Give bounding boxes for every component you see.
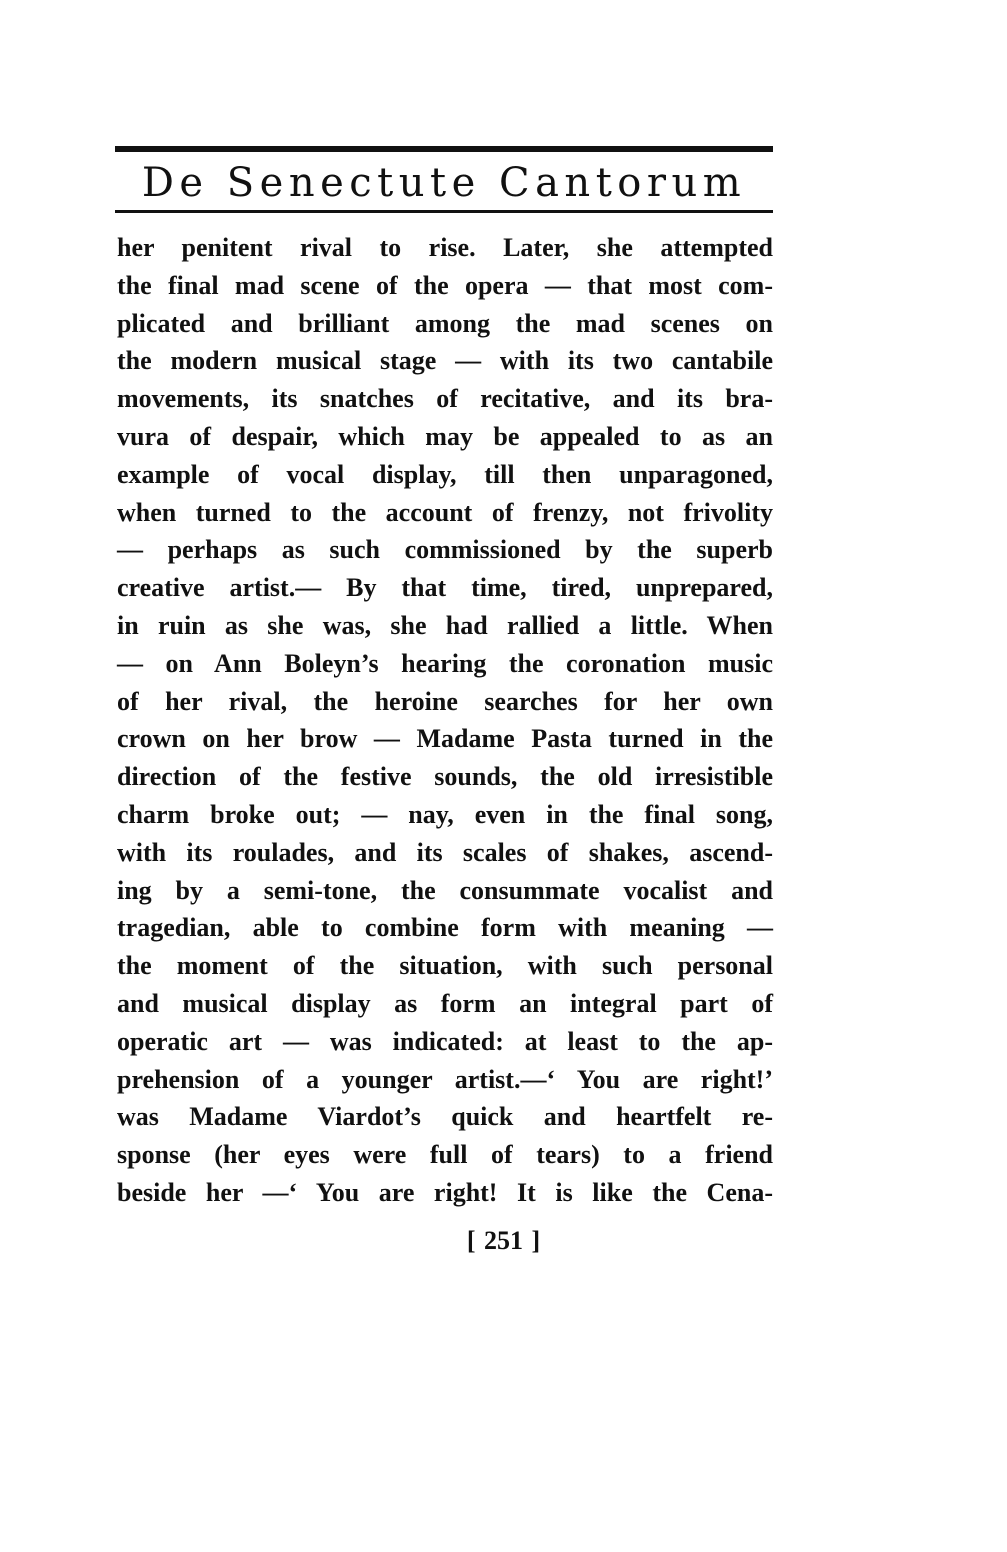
text-line: of her rival, the heroine searches for her own [117, 686, 773, 716]
text-line: her penitent rival to rise. Later, she attempted [117, 233, 773, 262]
page-number: [ 251 ] [466, 1226, 541, 1255]
text-line: tragedian, able to combine form with meaning — [117, 913, 773, 943]
text-line: direction of the festive sounds, the old irresistible [117, 762, 773, 792]
header-rule-bottom [115, 210, 773, 213]
text-line: example of vocal display, till then unparagoned, [117, 459, 773, 489]
body-text [117, 229, 773, 1212]
text-line: beside her —‘ You are right! It is like the Cena- [117, 1177, 773, 1207]
text-line: — perhaps as such commissioned by the superb [117, 535, 773, 565]
page-number-value: 251 [484, 1226, 523, 1255]
text-line: creative artist.— By that time, tired, unprepared, [117, 573, 773, 603]
text-line: when turned to the account of frenzy, not frivolity [117, 497, 773, 527]
text-line: and musical display as form an integral part of [117, 988, 773, 1018]
text-line: the moment of the situation, with such personal [117, 951, 773, 981]
text-line: with its roulades, and its scales of shakes, ascend- [117, 837, 773, 867]
text-line: movements, its snatches of recitative, and its bra- [117, 384, 773, 414]
text-line: plicated and brilliant among the mad scenes on [117, 308, 773, 338]
text-line: charm broke out; — nay, even in the final song, [117, 799, 773, 829]
text-line: operatic art — was indicated: at least to the ap- [117, 1026, 773, 1056]
text-line: ing by a semi-tone, the consummate vocalist and [117, 875, 773, 905]
header-rule-top [115, 146, 773, 152]
text-line: prehension of a younger artist.—‘ You are right!’ [117, 1064, 773, 1094]
text-line: sponse (her eyes were full of tears) to a friend [117, 1140, 773, 1170]
text-line: was Madame Viardot’s quick and heartfelt re- [117, 1102, 773, 1132]
running-head: De Senectute Cantorum [141, 160, 747, 206]
text-line: the modern musical stage — with its two cantabile [117, 346, 773, 376]
text-line: crown on her brow — Madame Pasta turned in the [117, 724, 773, 754]
text-line: vura of despair, which may be appealed to as an [117, 421, 773, 451]
text-line: the final mad scene of the opera — that most com- [117, 270, 773, 300]
text-line: — on Ann Boleyn’s hearing the coronation music [117, 648, 773, 678]
text-line: in ruin as she was, she had rallied a little. When [117, 610, 773, 640]
